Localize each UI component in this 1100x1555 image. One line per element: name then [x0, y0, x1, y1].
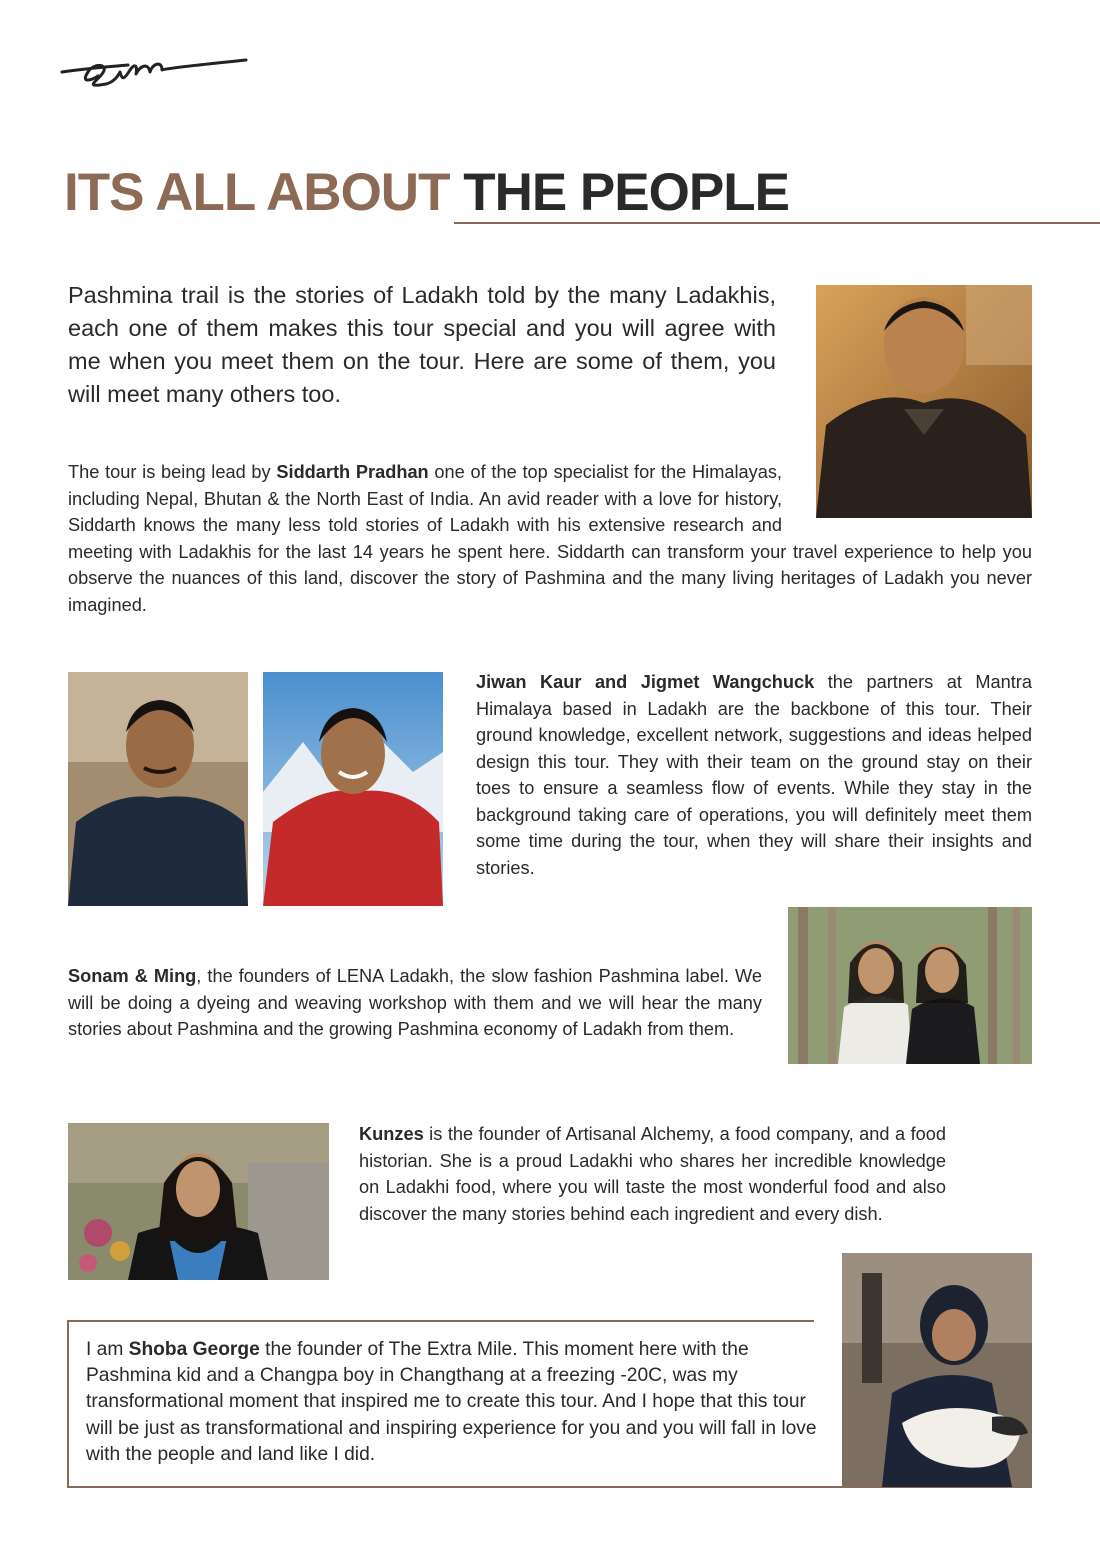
title-part-accent: ITS ALL ABOUT [64, 163, 450, 222]
siddarth-paragraph: The tour is being lead by Siddarth Pradhan one of the top specialist for the Himalayas, including Nepal, Bhutan & the North East of India. An avid reader with a love for history, Siddarth knows the many less told stories of Ladakh with his extensive research and meeting with Ladakhis for the last 14 years he spent here. Siddarth can transform your travel experience to help you observe the nuances of this land, discover the story of Pashmina and the many living heritages of Ladakh you never imagined. [68, 459, 1032, 618]
jigmet-wangchuck-photo [263, 672, 443, 906]
page-title [64, 160, 789, 226]
em-signature-logo [58, 50, 250, 94]
shoba-george-paragraph: I am Shoba George the founder of The Extra Mile. This moment here with the Pashmina kid and a Changpa boy in Changthang at a freezing -20C, was my transformational moment that inspired me to create this tour. And I hope that this tour will be just as transformational and inspiring experience for you and you will fall in love with the people and land like I did. [86, 1339, 817, 1465]
shoba-box-top-border [67, 1320, 814, 1322]
shoba-george-photo [842, 1253, 1032, 1487]
intro-paragraph: Pashmina trail is the stories of Ladakh told by the many Ladakhis, each one of them makes this tour special and you will agree with me when you meet them on the tour. Here are some of them, you will meet many others too. [68, 282, 776, 407]
sonam-ming-photo [788, 907, 1032, 1064]
sonam-ming-paragraph: Sonam & Ming, the founders of LENA Ladakh, the slow fashion Pashmina label. We will be doing a dyeing and weaving workshop with them and we will hear the many stories about Pashmina and the growing Pashmina economy of Ladakh from them. [68, 966, 762, 1039]
jiwan-jigmet-paragraph: Jiwan Kaur and Jigmet Wangchuck the partners at Mantra Himalaya based in Ladakh are the backbone of this tour. Their ground knowledge, excellent network, suggestions and ideas helped design this tour. They with their team on the ground stay on their toes to ensure a seamless flow of events. While they stay in the background taking care of operations, you will definitely meet them some time during the tour, when they will share their insights and stories. [476, 672, 1032, 878]
shoba-george-name: Shoba George [128, 1339, 260, 1360]
photo-wrap-space [782, 459, 1032, 537]
title-underline [454, 222, 1100, 224]
shoba-box-left-border [67, 1320, 69, 1488]
kunzes-photo [68, 1123, 329, 1280]
jiwan-kaur-photo [68, 672, 248, 906]
jiwan-jigmet-names: Jiwan Kaur and Jigmet Wangchuck [476, 672, 815, 692]
kunzes-name: Kunzes [359, 1124, 424, 1144]
title-part-dark: THE PEOPLE [463, 163, 789, 222]
kunzes-paragraph: Kunzes is the founder of Artisanal Alchemy, a food company, and a food historian. She is a proud Ladakhi who shares her incredible knowledge on Ladakhi food, where you will taste the most wonderful food and also discover the many stories behind each ingredient and every dish. [359, 1124, 946, 1224]
siddarth-name: Siddarth Pradhan [276, 462, 429, 482]
sonam-ming-names: Sonam & Ming [68, 966, 197, 986]
